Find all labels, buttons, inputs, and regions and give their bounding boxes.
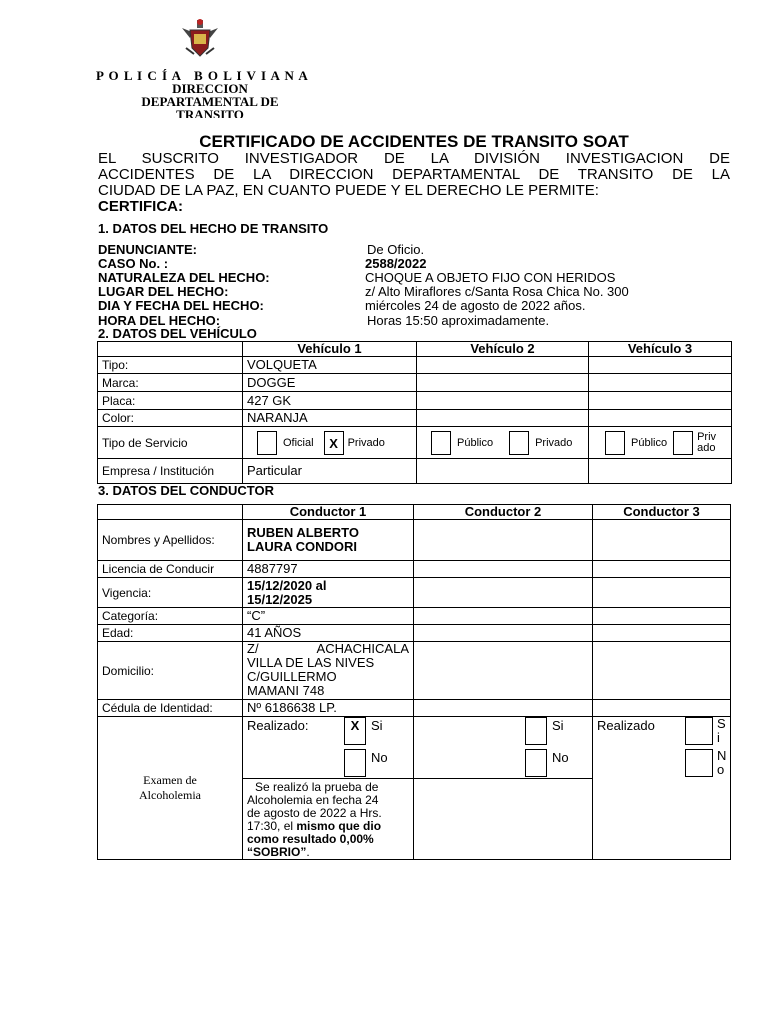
org-direction: DIRECCION: [172, 81, 248, 96]
org-name: P O L I C Í A B O L I V I A N A: [96, 68, 309, 83]
tipo-v1: VOLQUETA: [243, 357, 417, 374]
nombres-label: Nombres y Apellidos:: [98, 520, 243, 561]
v3-privado-checkbox[interactable]: [673, 431, 693, 455]
table-row: [98, 427, 732, 459]
table-row: [98, 625, 731, 642]
police-emblem-icon: [178, 18, 222, 60]
page-title: CERTIFICADO DE ACCIDENTES DE TRANSITO SOAT: [199, 132, 629, 151]
c3-no-checkbox[interactable]: [685, 749, 713, 777]
c2-no-checkbox[interactable]: [525, 749, 547, 777]
hora-label: HORA DEL HECHO:: [98, 313, 221, 328]
empresa-v1: Particular: [243, 459, 417, 484]
v2-privado-label: Privado: [535, 436, 573, 449]
alcohol-label: Examen de Alcoholemia: [98, 717, 243, 860]
c3-si-label: S i: [717, 716, 726, 745]
vehicle-3-header: Vehículo 3: [589, 342, 732, 357]
vehicle-2-header: Vehículo 2: [417, 342, 589, 357]
section3-title: 3. DATOS DEL CONDUCTOR: [98, 483, 275, 498]
marca-label: Marca:: [98, 374, 243, 392]
vehicle-1-header: Vehículo 1: [243, 342, 417, 357]
edad-label: Edad:: [98, 625, 243, 642]
categoria-label: Categoría:: [98, 608, 243, 625]
table-row: [98, 374, 732, 392]
licencia-label: Licencia de Conducir: [98, 561, 243, 578]
edad-v1: 41 AÑOS: [243, 625, 414, 642]
cedula-label: Cédula de Identidad:: [98, 700, 243, 717]
v3-publico-label: Público: [631, 436, 668, 449]
org-department: DEPARTAMENTAL DE: [141, 94, 279, 109]
driver-3-header: Conductor 3: [593, 505, 731, 520]
c3-realizado-label: Realizado: [597, 718, 655, 733]
placa-label: Placa:: [98, 392, 243, 410]
intro-line-3: CIUDAD DE LA PAZ, EN CUANTO PUEDE Y EL DERECHO LE PERMITE:: [98, 182, 599, 199]
v3-privado-label: Priv ado: [697, 430, 717, 454]
placa-v1: 427 GK: [243, 392, 417, 410]
fecha-label: DIA Y FECHA DEL HECHO:: [98, 298, 264, 313]
table-row: [98, 357, 732, 374]
alcohol-no-label: No: [371, 750, 388, 765]
realizado-label: Realizado:: [247, 718, 309, 733]
c2-no-label: No: [552, 750, 569, 765]
certifica-heading: CERTIFICA:: [98, 198, 183, 215]
table-row: [98, 520, 731, 561]
v2-privado-checkbox[interactable]: [509, 431, 529, 455]
vigencia-v1: 15/12/2020 al 15/12/2025: [243, 578, 414, 608]
categoria-v1: “C”: [243, 608, 414, 625]
table-row: [98, 392, 732, 410]
table-row: [98, 700, 731, 717]
caso-value: 2588/2022: [365, 256, 427, 271]
marca-v1: DOGGE: [243, 374, 417, 392]
empresa-label: Empresa / Institución: [98, 459, 243, 484]
intro-line-1: EL SUSCRITO INVESTIGADOR DE LA DIVISIÓN INVESTIGACION DE: [98, 150, 730, 167]
oficial-label: Oficial: [283, 436, 314, 449]
caso-label: CASO No. :: [98, 256, 169, 271]
section1-title: 1. DATOS DEL HECHO DE TRANSITO: [98, 221, 329, 236]
table-row: [98, 642, 731, 700]
privado-label: Privado: [347, 436, 385, 449]
denunciante-label: DENUNCIANTE:: [98, 242, 197, 257]
vehicle-table: [97, 341, 732, 484]
table-row: [98, 717, 731, 779]
table-row: [98, 410, 732, 427]
driver-2-header: Conductor 2: [414, 505, 593, 520]
lugar-label: LUGAR DEL HECHO:: [98, 284, 229, 299]
c2-si-checkbox[interactable]: [525, 717, 547, 745]
domicilio-label: Domicilio:: [98, 642, 243, 700]
color-v1: NARANJA: [243, 410, 417, 427]
denunciante-value: De Oficio.: [367, 242, 425, 257]
table-row: [98, 459, 732, 484]
c2-si-label: Si: [552, 718, 564, 733]
driver-table: [97, 504, 731, 860]
fecha-value: miércoles 24 de agosto de 2022 años.: [365, 298, 586, 313]
alcohol-no-checkbox[interactable]: [344, 749, 366, 777]
hora-value: Horas 15:50 aproximadamente.: [367, 313, 550, 328]
naturaleza-value: CHOQUE A OBJETO FIJO CON HERIDOS: [365, 270, 616, 285]
v2-publico-checkbox[interactable]: [431, 431, 451, 455]
table-row: [98, 578, 731, 608]
driver-1-header: Conductor 1: [243, 505, 414, 520]
table-row: [98, 561, 731, 578]
lugar-value: z/ Alto Miraflores c/Santa Rosa Chica No. 300: [365, 284, 629, 299]
color-label: Color:: [98, 410, 243, 427]
alcohol-si-checkbox[interactable]: X: [344, 717, 366, 745]
domicilio-v1: Z/ ACHACHICALA VILLA DE LAS NIVES C/GUILLERMO MAMANI 748: [243, 642, 414, 700]
licencia-v1: 4887797: [243, 561, 414, 578]
table-row: [98, 608, 731, 625]
intro-line-2: ACCIDENTES DE LA DIRECCION DEPARTAMENTAL DE TRANSITO DE LA: [98, 166, 730, 183]
section2-title: 2. DATOS DEL VEHÍCULO: [98, 326, 257, 341]
privado-checkbox[interactable]: X: [324, 431, 344, 455]
servicio-label: Tipo de Servicio: [98, 427, 243, 459]
oficial-checkbox[interactable]: [257, 431, 277, 455]
v2-publico-label: Público: [457, 436, 494, 449]
v3-publico-checkbox[interactable]: [605, 431, 625, 455]
tipo-label: Tipo:: [98, 357, 243, 374]
naturaleza-label: NATURALEZA DEL HECHO:: [98, 270, 270, 285]
cedula-v1: Nº 6186638 LP.: [243, 700, 414, 717]
alcohol-si-label: Si: [371, 718, 383, 733]
nombres-v1: RUBEN ALBERTO LAURA CONDORI: [243, 520, 414, 561]
c3-si-checkbox[interactable]: [685, 717, 713, 745]
c3-no-label: N o: [717, 748, 727, 777]
org-transit: TRANSITO: [176, 107, 244, 118]
alcohol-note: Se realizó la prueba de Alcoholemia en fecha 24 de agosto de 2022 a Hrs. 17:30, el mismo que dio como resultado 0,00% “SOBRIO”.: [243, 779, 414, 860]
vigencia-label: Vigencia:: [98, 578, 243, 608]
